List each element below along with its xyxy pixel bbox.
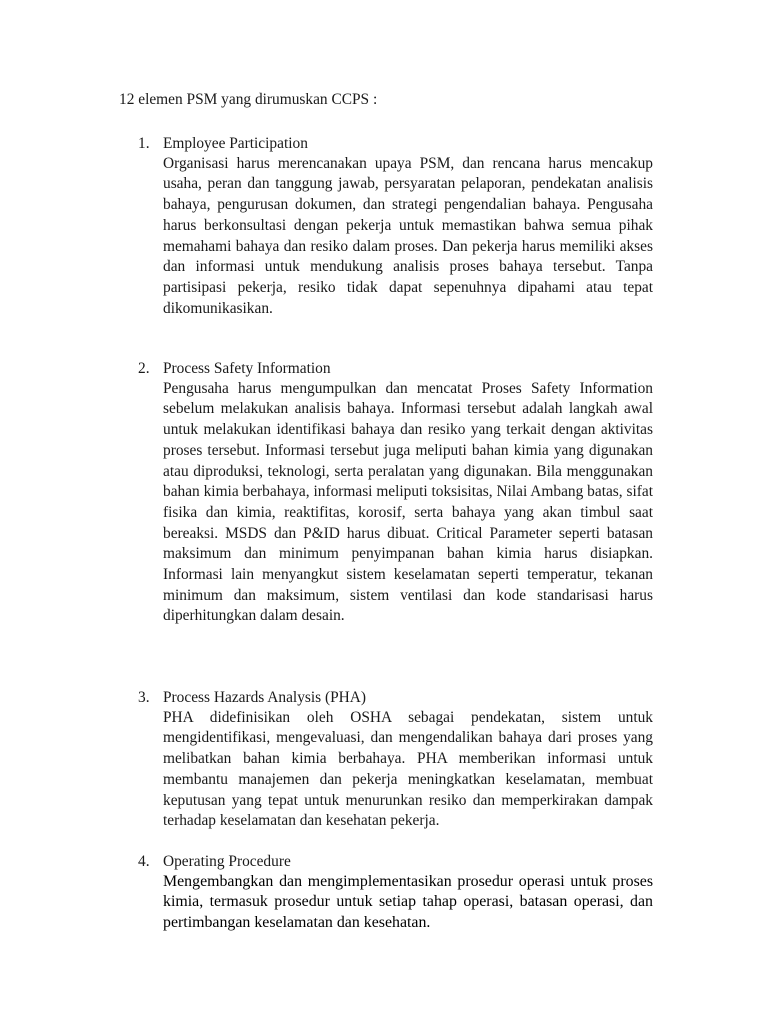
list-item-title: Process Safety Information	[163, 360, 331, 377]
list-item-number: 1.	[138, 135, 150, 152]
list-item-body: Mengembangkan dan mengimplementasikan prosedur operasi untuk proses kimia, termasuk prosedur untuk setiap tahap operasi, batasan operasi, dan pertimbangan keselamatan dan kesehatan.	[163, 872, 653, 931]
list-item-title: Process Hazards Analysis (PHA)	[163, 689, 367, 706]
list-item-number: 3.	[138, 689, 150, 706]
list-item-body: PHA didefinisikan oleh OSHA sebagai pendekatan, sistem untuk mengidentifikasi, mengevaluasi, dan mengendalikan bahaya dari proses yang melibatkan bahan kimia berbahaya. PHA memberikan informasi untuk membantu manajemen dan pekerja meningkatkan keselamatan, membuat keputusan yang tepat untuk menurunkan resiko dan memperkirakan dampak terhadap keselamatan dan kesehatan pekerja.	[163, 708, 653, 830]
list-item-title: Employee Participation	[163, 135, 308, 152]
document-heading: 12 elemen PSM yang dirumuskan CCPS :	[119, 91, 378, 108]
list-item-body: Organisasi harus merencanakan upaya PSM, dan rencana harus mencakup usaha, peran dan tanggung jawab, persyaratan pelaporan, pendekatan analisis bahaya, pengurusan dokumen, dan strategi pengendalian bahaya. Pengusaha harus berkonsultasi dengan pekerja untuk memastikan bahwa semua pihak memahami bahaya dan resiko dalam proses. Dan pekerja harus memiliki akses dan informasi untuk mendukung analisis proses bahaya tersebut. Tanpa partisipasi pekerja, resiko tidak dapat sepenuhnya dipahami atau tepat dikomunikasikan.	[163, 154, 653, 317]
list-item-title: Operating Procedure	[163, 853, 291, 870]
list-item-number: 4.	[138, 853, 150, 870]
list-item-number: 2.	[138, 360, 150, 377]
list-item-body: Pengusaha harus mengumpulkan dan mencatat Proses Safety Information sebelum melakukan analisis bahaya. Informasi tersebut adalah langkah awal untuk melakukan identifikasi bahaya dan resiko yang terkait dengan aktivitas proses tersebut. Informasi tersebut juga meliputi bahan kimia yang digunakan atau diproduksi, teknologi, serta peralatan yang digunakan. Bila menggunakan bahan kimia berbahaya, informasi meliputi toksisitas, Nilai Ambang batas, sifat fisika dan kimia, reaktifitas, korosif, serta bahaya yang akan timbul saat bereaksi. MSDS dan P&ID harus dibuat. Critical Parameter seperti batasan maksimum dan minimum penyimpanan bahan kimia harus disiapkan. Informasi lain menyangkut sistem keselamatan seperti temperatur, tekanan minimum dan maksimum, sistem ventilasi dan kode standarisasi harus diperhitungkan dalam desain.	[163, 379, 653, 625]
